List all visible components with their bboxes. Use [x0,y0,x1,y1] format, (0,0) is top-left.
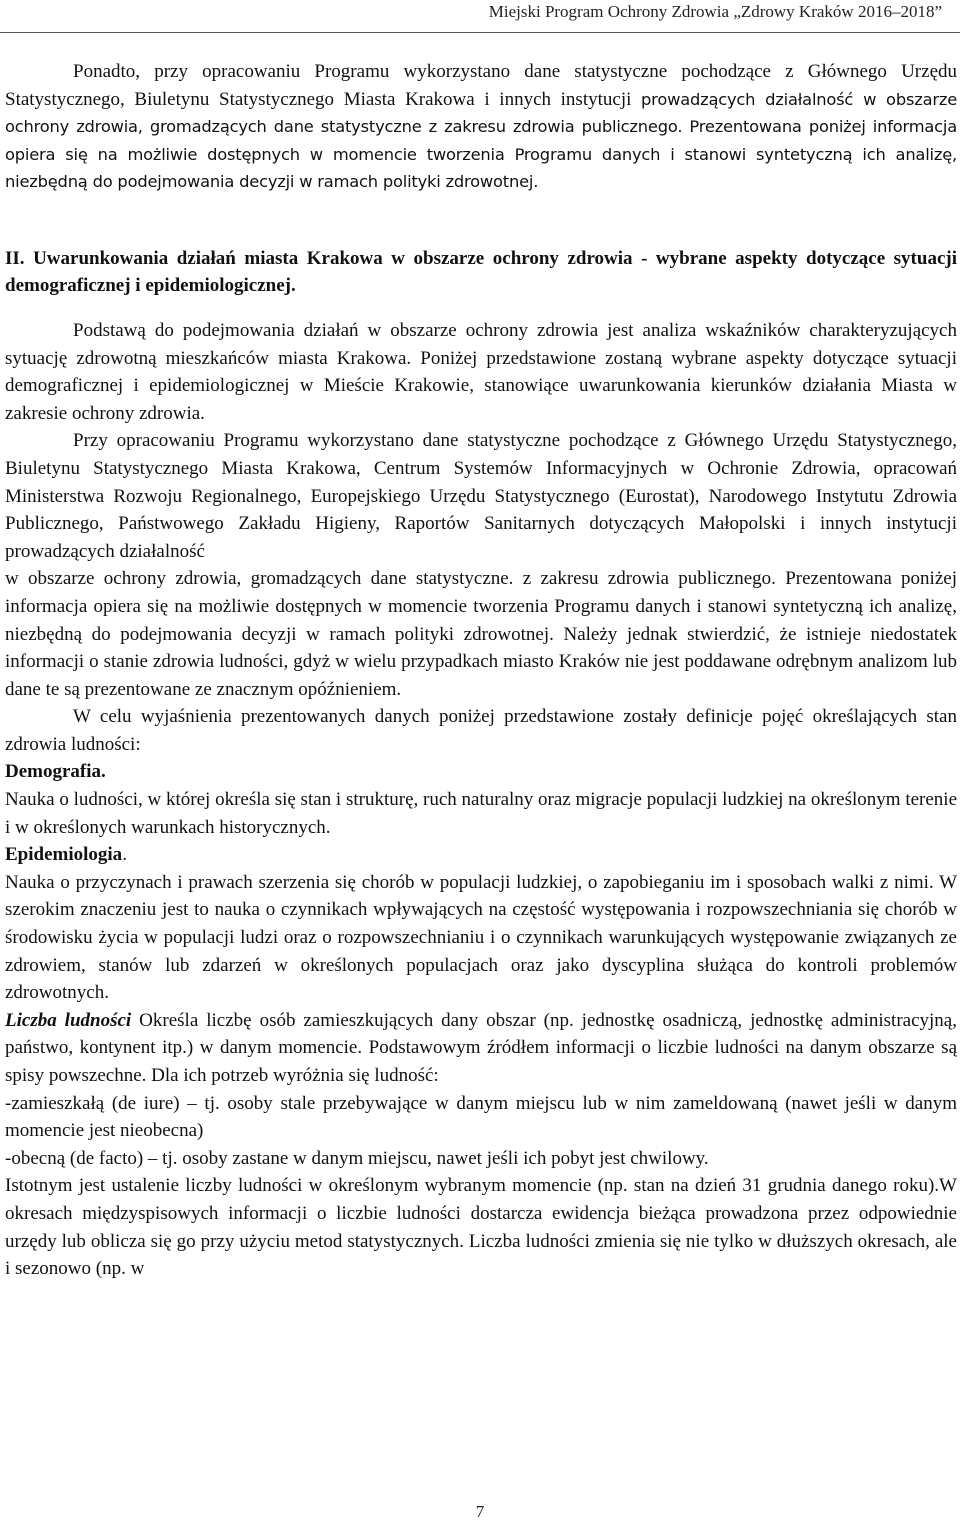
header-divider [0,32,960,33]
definition-liczba-ludnosci-text: Określa liczbę osób zamieszkujących dany obszar (np. jednostkę osadniczą, jednostkę administracyjną, państwo, kontynent itp.) w danym momencie. Podstawowym źródłem informacji o liczbie ludności na danym obszarze są spisy powszechne. Dla ich potrzeb wyróżnia się ludność: [5,1009,957,1086]
body-paragraph-3: w obszarze ochrony zdrowia, gromadzących dane statystyczne. z zakresu zdrowia publicznego. Prezentowana poniżej informacja opiera się na możliwie dostępnych w momencie tworzenia Programu danych i stanowi syntetyczną ich analizę, niezbędną do podejmowania decyzji w ramach polityki zdrowotnej. Należy jednak stwierdzić, że istnieje niedostatek informacji o stanie zdrowia ludności, gdyż w wielu przypadkach miasto Kraków nie jest poddawane odrębnym analizom lub dane te są prezentowane ze znacznym opóźnieniem. [5,568,957,700]
intro-text-serif: Ponadto, przy opracowaniu Programu wykorzystano dane statystyczne pochodzące z Głównego Urzędu Statystycznego, Biuletynu Statystycznego Miasta Krakowa i innych instytucji [5,61,957,110]
ludnosc-de-facto: -obecną (de facto) – tj. osoby zastane w danym miejscu, nawet jeśli ich pobyt jest chwilowy. [5,1147,709,1169]
page-number: 7 [475,1502,485,1521]
ludnosc-de-iure: -zamieszkałą (de iure) – tj. osoby stale przebywające w danym miejscu lub w nim zameldowaną (nawet jeśli w danym momencie jest nieobecna) [5,1092,957,1142]
body-paragraph-1a: Podstawą do podejmowania działań w obszarze ochrony zdrowia jest analiza wskaźników charakteryzujących sytuację zdrowotną mieszkańców miasta Krakowa. [5,319,957,369]
body-paragraph-4: W celu wyjaśnienia prezentowanych danych poniżej przedstawione zostały definicje pojęć określających stan zdrowia ludności: [5,706,957,755]
heading-spacer [5,299,957,317]
intro-text-sans: prowadzących działalność w obszarze ochrony zdrowia, gromadzących dane statystyczne z zakresu zdrowia publicznego. Prezentowana poniżej informacja opiera się na możliwie dostępnych w momencie tworzenia Programu danych i stanowi syntetyczną ich analizę, niezbędną do podejmowania decyzji w ramach polityki zdrowotnej. [5,89,958,192]
term-demografia: Demografia. [5,761,106,783]
running-header: Miejski Program Ochrony Zdrowia „Zdrowy Kraków 2016–2018” [488,2,942,21]
definition-liczba-ludnosci [5,1007,957,1090]
term-epidemiologia: Epidemiologia [5,844,123,866]
definition-epidemiologia: Nauka o przyczynach i prawach szerzenia się chorób w populacji ludzkiej, o zapobieganiu im i sposobach walki z nimi. W szerokim znaczeniu jest to nauka o czynnikach wpływających na częstość występowania i rozpowszechniania się chorób w środowisku życia w populacji ludzi oraz o rozpowszechnianiu i o czynnikach warunkujących występowanie związanych ze zdrowiem, stanów lub zdarzeń w określonych populacjach oraz jako dyscyplina służąca do kontroli problemów zdrowotnych. [5,871,957,1004]
body-paragraph-1b: Poniżej przedstawione zostaną wybrane aspekty dotyczące sytuacji demograficznej i epidemiologicznej w Mieście Krakowie, stanowiące uwarunkowania kierunków działania Miasta w zakresie ochrony zdrowia. [5,347,957,424]
section-heading: II. Uwarunkowania działań miasta Krakowa w obszarze ochrony zdrowia - wybrane aspekty dotyczące sytuacji demograficznej i epidemiologicznej. [5,247,957,296]
term-liczba-ludnosci: Liczba ludności [5,1009,132,1031]
body-paragraph-1 [5,317,957,427]
page-body [5,58,957,1283]
body-paragraph-2: Przy opracowaniu Programu wykorzystano dane statystyczne pochodzące z Głównego Urzędu Statystycznego, Biuletynu Statystycznego Miasta Krakowa, Centrum Systemów Informacyjnych w Ochronie Zdrowia, opracowań Ministerstwa Rozwoju Regionalnego, Europejskiego Urzędu Statystycznego (Eurostat), Narodowego Instytutu Zdrowia Publicznego, Państwowego Zakładu Higieny, Raportów Sanitarnych dotyczących Małopolski i innych instytucji prowadzących działalność [5,430,957,562]
ludnosc-ustalenie: Istotnym jest ustalenie liczby ludności w określonym wybranym momencie (np. stan na dzień 31 grudnia danego roku).W okresach międzyspisowych informacji o liczbie ludności dostarcza ewidencja bieżąca prowadzona przez odpowiednie urzędy lub oblicza się go przy użyciu metod statystycznych. Liczba ludności zmienia się nie tylko w dłuższych okresach, ale i sezonowo (np. w [5,1175,957,1280]
intro-paragraph [5,58,957,196]
term-epidemiologia-line [5,841,957,869]
term-epidemiologia-dot: . [122,844,127,866]
definition-demografia: Nauka o ludności, w której określa się stan i strukturę, ruch naturalny oraz migracje populacji ludzkiej na określonym terenie i w określonych warunkach historycznych. [5,789,957,838]
